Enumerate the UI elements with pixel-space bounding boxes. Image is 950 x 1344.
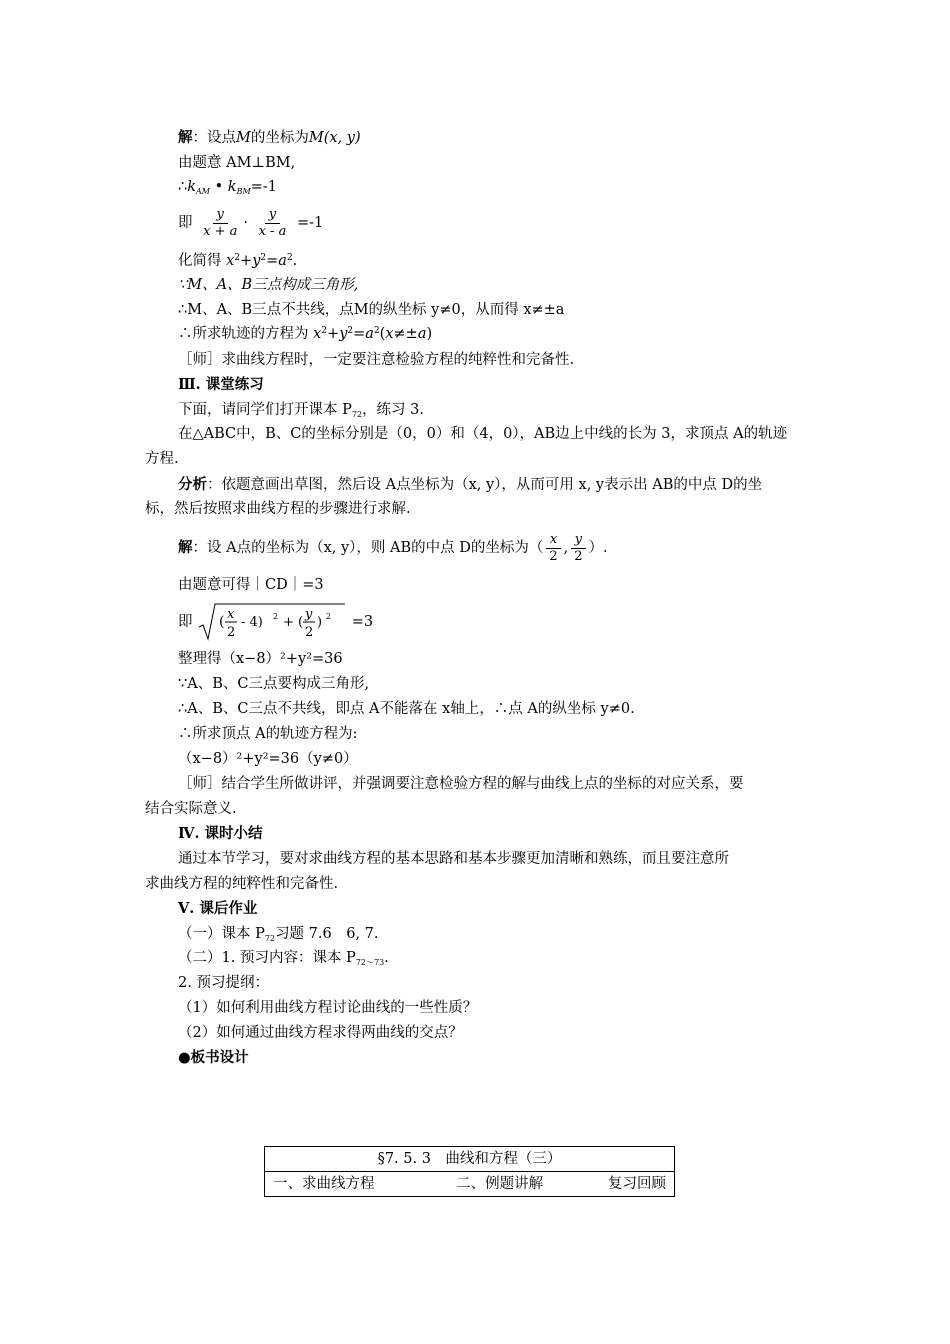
text: 化简得 (178, 253, 222, 269)
denominator: x + a (203, 223, 238, 239)
var-m: M (236, 130, 251, 146)
solution-label: 解 (178, 539, 193, 556)
svg-text:x: x (227, 607, 235, 622)
text: ：设点 (192, 130, 236, 146)
homework-5: （2）如何通过曲线方程求得两曲线的交点？ (178, 1025, 463, 1041)
section4-heading: Ⅳ. 课时小结 (178, 825, 263, 842)
text: ）. (588, 540, 608, 556)
fraction (255, 207, 291, 240)
text: 即 (178, 215, 193, 231)
solution1-line5: 化简得 $x^2+y^2=a^2$. (178, 253, 298, 269)
section4-p-a: 通过本节学习，要对求曲线方程的基本思路和基本步骤更加清晰和熟练，而且要注意所 (178, 851, 729, 867)
svg-text:- 4): - 4) (241, 615, 263, 630)
fraction-y (570, 532, 586, 565)
solution2-line8: （x−8）²+y²=36（y≠0） (178, 751, 358, 767)
solution2-line5: ∵A、B、C三点要构成三角形, (178, 676, 370, 692)
solution2-line2: 由题意可得｜CD｜=3 (178, 577, 324, 593)
numerator: y (213, 207, 228, 224)
svg-text:2: 2 (305, 625, 314, 640)
text: =-1 (250, 179, 277, 195)
svg-text:2: 2 (326, 612, 332, 621)
text: （二）1. 预习内容：课本 P (178, 950, 356, 966)
board-title-row (265, 1147, 675, 1172)
text: 习题 7.6 6, 7. (275, 926, 379, 942)
numerator: y (265, 207, 280, 224)
numerator: y (571, 532, 586, 549)
homework-2 (178, 948, 389, 968)
teacher-note-2b: 结合实际意义. (145, 801, 237, 817)
board-heading: ●板书设计 (178, 1049, 249, 1066)
text: ∴所求轨迹的方程为 (178, 326, 309, 342)
sqrt-sign-icon (197, 601, 347, 643)
page-sub: 72 (351, 410, 363, 419)
analysis-label: 分析 (178, 476, 207, 493)
section4-p-b: 求曲线方程的纯粹性和完备性. (145, 876, 339, 892)
text: ：设 A点的坐标为（x, y），则 AB的中点 D的坐标为（ (192, 540, 544, 556)
section3-heading: Ⅲ. 课堂练习 (178, 376, 264, 393)
solution2-line3 (178, 601, 373, 643)
therefore: ∴ (178, 179, 188, 195)
solution2-line4: 整理得（x−8）²+y²=36 (178, 651, 343, 667)
board-title: §7. 5. 3 曲线和方程（三） (265, 1147, 675, 1172)
svg-text:+ (: + ( (283, 615, 304, 630)
solution1-line3: $\therefore k_{AM}$ • $k_{BM}=-1$ (178, 179, 277, 196)
teacher-note-1: ［师］求曲线方程时，一定要注意检验方程的纯粹性和完备性. (178, 352, 575, 368)
section3-p2a: 在△ABC中，B、C的坐标分别是（0，0）和（4，0），AB边上中线的长为 3，求顶点 A的轨迹 (178, 426, 788, 442)
section3-p1 (178, 400, 424, 420)
homework-3: 2. 预习提纲： (178, 975, 269, 991)
board-design-table (264, 1146, 675, 1197)
text: 的坐标为 (250, 130, 309, 146)
fraction (199, 207, 241, 240)
analysis-line2: 标，然后按照求曲线方程的步骤进行求解. (145, 501, 411, 517)
board-col3: 复习回顾 (571, 1172, 674, 1197)
solution2-line1: 解：设 A点的坐标为（x, y），则 AB的中点 D的坐标为（ $\frac{x}{2}$ , $\frac{y}{2}$ ）. (178, 531, 608, 564)
svg-text:2: 2 (273, 612, 279, 621)
denominator: 2 (549, 548, 558, 564)
solution1-line6: ∵M、A、B三点构成三角形, (178, 277, 359, 293)
text: （一）课本 P (178, 926, 265, 942)
fraction-x (545, 532, 561, 565)
denominator: 2 (574, 548, 583, 564)
text: =3 (351, 614, 374, 630)
analysis-line1 (178, 475, 762, 495)
solution1-line4: 即 $\frac{y}{x + a}$ · $\frac{y}{x - a}$ =-1 (178, 206, 324, 239)
page-sub: 72 (264, 934, 276, 943)
page-sub: 72～73 (355, 958, 385, 967)
k-bm-sub: BM (236, 187, 251, 196)
solution1-line1 (178, 128, 361, 148)
board-col1: 一、求曲线方程 (265, 1172, 429, 1197)
homework-1 (178, 924, 379, 944)
solution2-line6: ∴A、B、C三点不共线，即点 A不能落在 x轴上，∴点 A的纵坐标 y≠0. (178, 701, 635, 717)
solution2-line7: ∴所求顶点 A的轨迹方程为: (178, 726, 358, 742)
homework-4: （1）如何利用曲线方程讨论曲线的一些性质？ (178, 1000, 478, 1016)
teacher-note-2a: ［师］结合学生所做讲评，并强调要注意检验方程的解与曲线上点的坐标的对应关系，要 (178, 776, 744, 792)
solution1-line2: 由题意 AM⊥BM, (178, 155, 296, 171)
svg-text:(: ( (219, 614, 225, 630)
text: =-1 (296, 215, 324, 231)
solution1-line8: ∴所求轨迹的方程为 $x^2+y^2=a^2(x\ne\pm a)$ (178, 326, 433, 342)
text: . (384, 950, 389, 966)
board-col2: 二、例题讲解 (428, 1172, 571, 1197)
text: 即 (178, 614, 193, 630)
solution-label: 解 (178, 129, 193, 146)
point-m: M(x, y) (308, 130, 361, 146)
numerator: x (546, 532, 561, 549)
svg-text:): ) (317, 615, 323, 630)
svg-text:2: 2 (227, 625, 236, 640)
section3-p2b: 方程. (145, 451, 179, 467)
section5-heading: Ⅴ. 课后作业 (178, 900, 258, 917)
solution1-line7: ∴M、A、B三点不共线，点M的纵坐标 y≠0，从而得 x≠±a (178, 302, 565, 318)
text: ：依题意画出草图，然后设 A点坐标为（x, y），从而可用 x, y表示出 AB的中点 D的坐 (207, 477, 763, 493)
sqrt-expression (197, 601, 347, 643)
svg-text:y: y (305, 607, 313, 622)
text: 下面，请同学们打开课本 P (178, 402, 352, 418)
board-content-row (265, 1172, 675, 1197)
denominator: x - a (258, 223, 287, 239)
k-am-sub: AM (196, 187, 210, 196)
text: ，练习 3. (362, 402, 425, 418)
